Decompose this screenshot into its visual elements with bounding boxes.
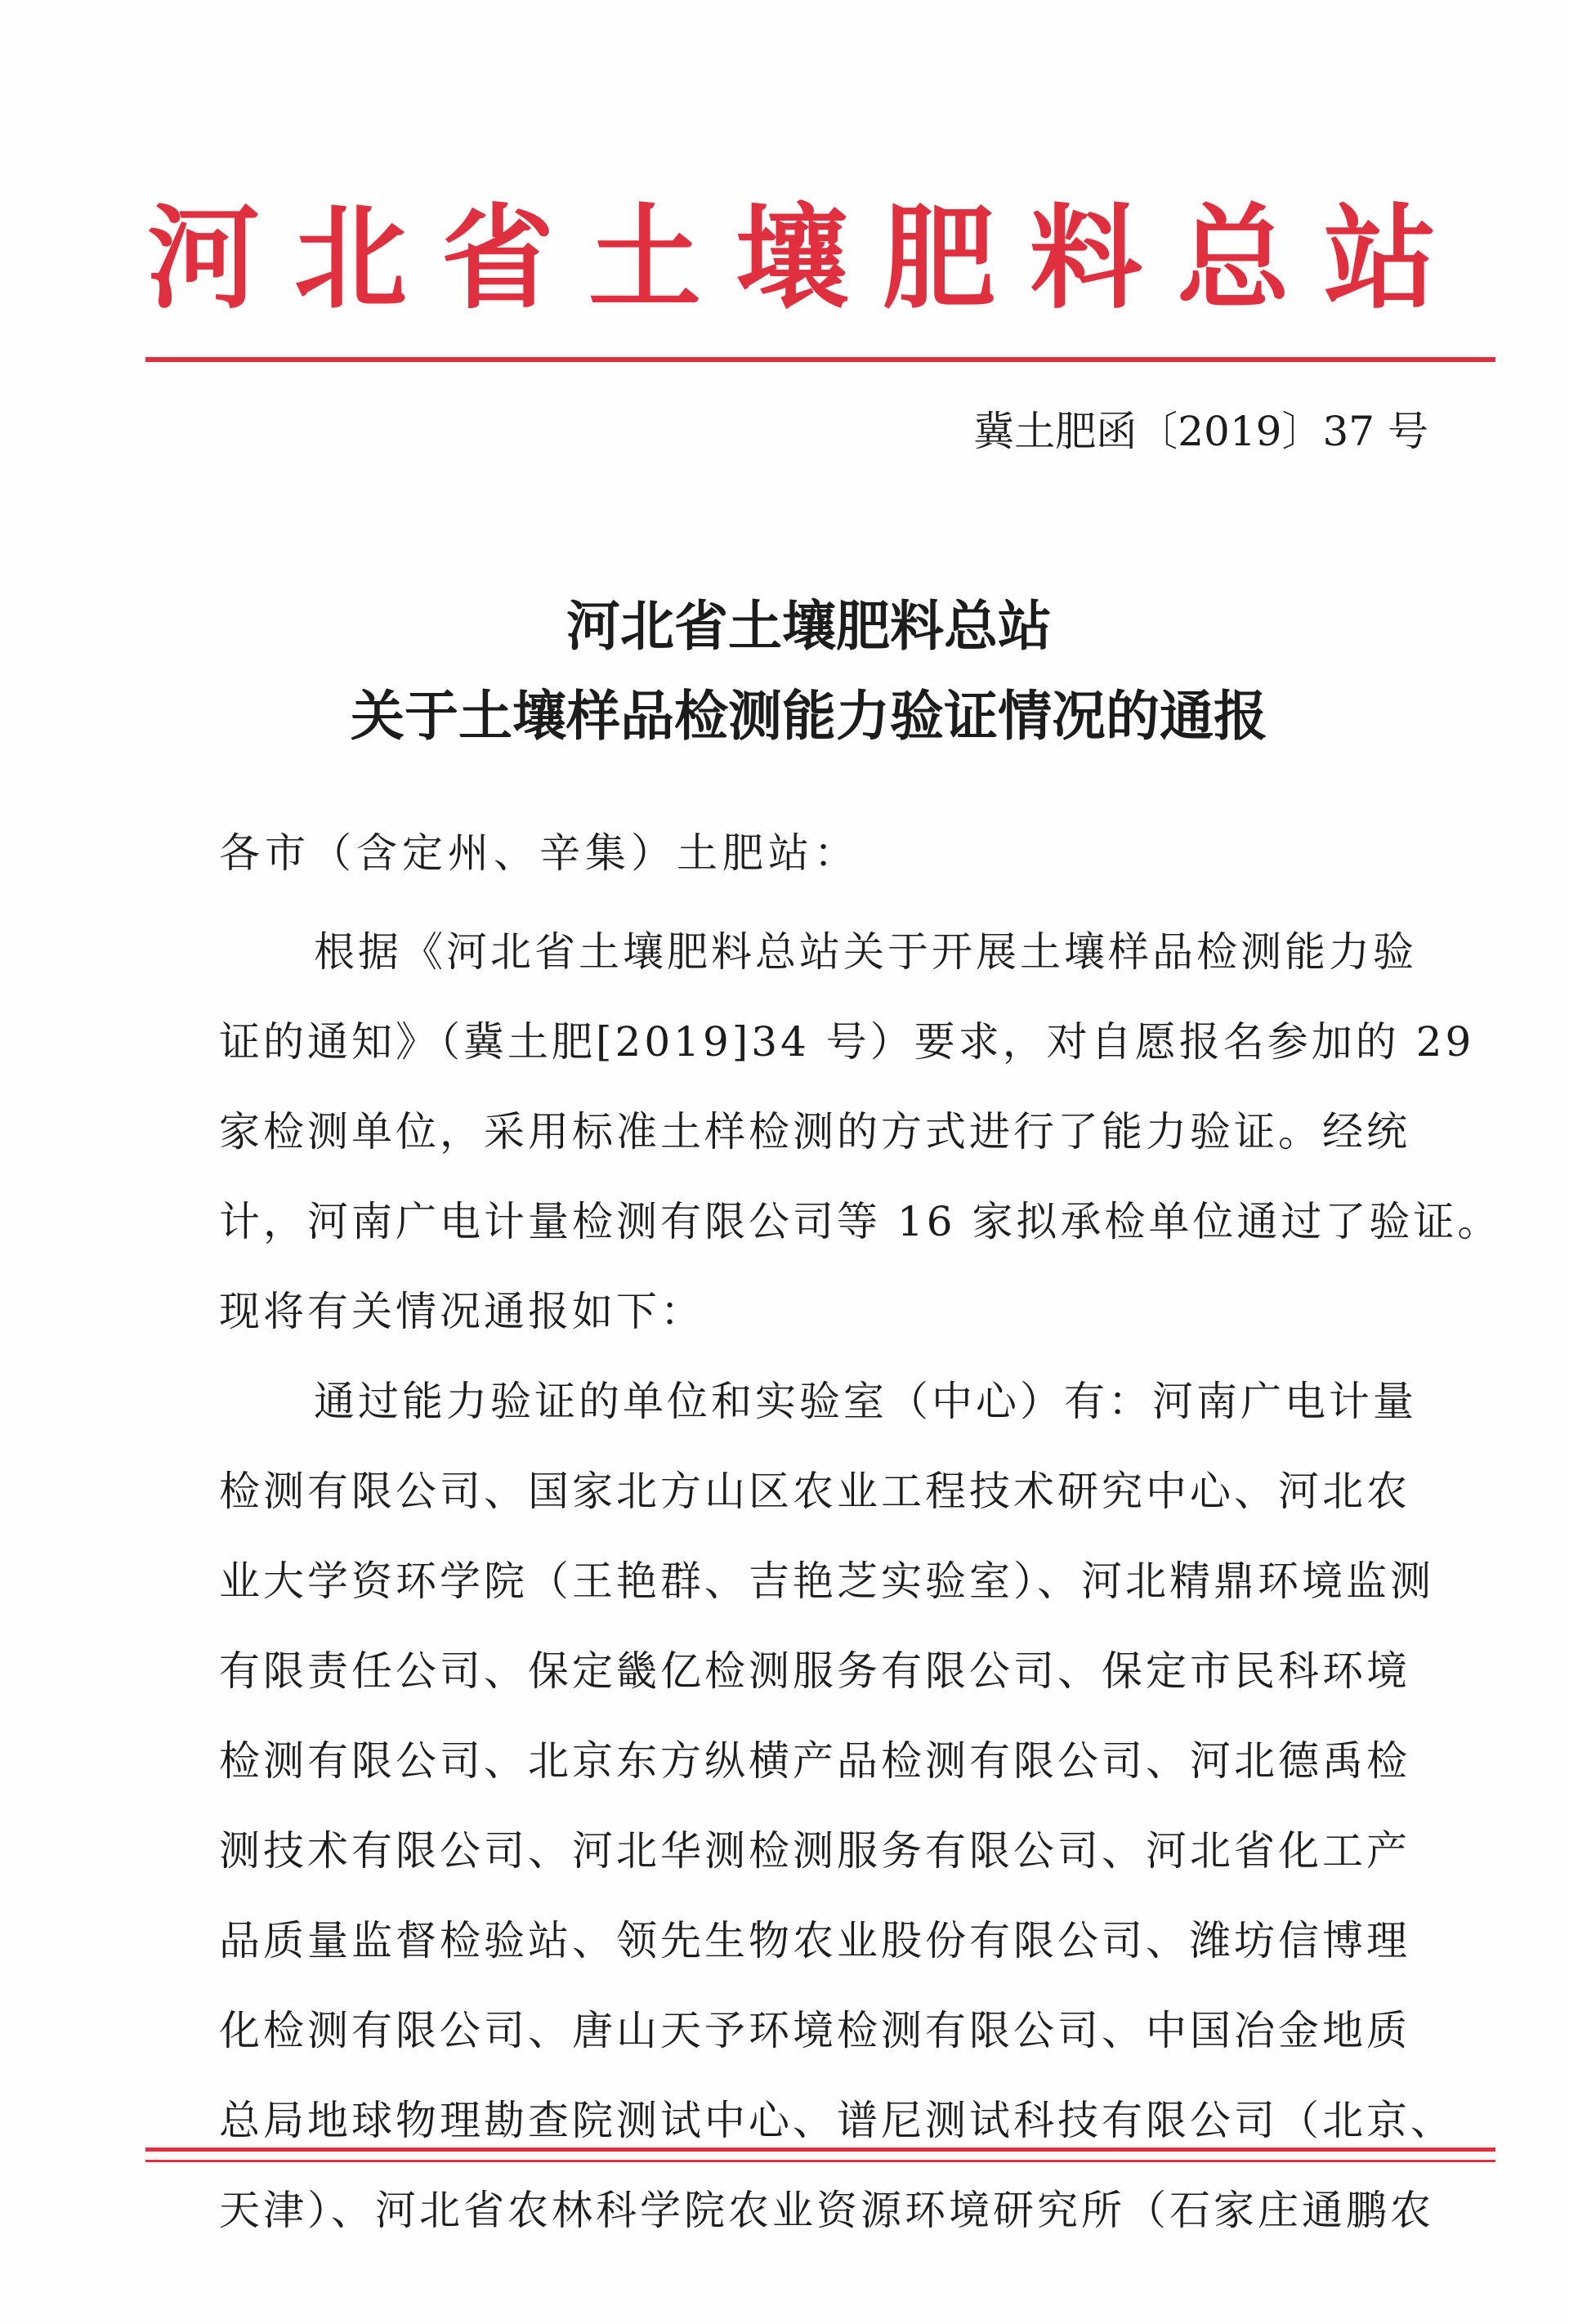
paragraph-line: 检测有限公司、北京东方纵横产品检测有限公司、河北德禹检 — [219, 1737, 1410, 1785]
paragraph-line: 计，河南广电计量检测有限公司等 16 家拟承检单位通过了验证。 — [219, 1198, 1502, 1245]
document-number: 冀土肥函〔2019〕37 号 — [973, 408, 1428, 455]
paragraph-line: 品质量监督检验站、领先生物农业股份有限公司、潍坊信博理 — [219, 1917, 1410, 1964]
paragraph-line: 通过能力验证的单位和实验室（中心）有：河南广电计量 — [314, 1378, 1417, 1425]
paragraph-line: 家检测单位，采用标准土样检测的方式进行了能力验证。经统 — [219, 1108, 1410, 1155]
paragraph-line: 根据《河北省土壤肥料总站关于开展土壤样品检测能力验 — [314, 928, 1417, 976]
paragraph-1 — [219, 907, 1502, 1356]
paragraph-line: 化检测有限公司、唐山天予环境检测有限公司、中国冶金地质 — [219, 2007, 1410, 2054]
paragraph-line: 天津）、河北省农林科学院农业资源环境研究所（石家庄通鹏农 — [219, 2187, 1434, 2234]
document-body — [219, 907, 1502, 2255]
document-title — [147, 582, 1471, 762]
paragraph-2 — [219, 1356, 1477, 2255]
paragraph-line: 检测有限公司、国家北方山区农业工程技术研究中心、河北农 — [219, 1468, 1410, 1515]
salutation: 各市（含定州、辛集）土肥站： — [219, 829, 860, 877]
paragraph-line: 业大学资环学院（王艳群、吉艳芝实验室）、河北精鼎环境监测 — [219, 1558, 1434, 1605]
letterhead-org-name: 河北省土壤肥料总站 — [147, 193, 1472, 324]
paragraph-line: 现将有关情况通报如下： — [219, 1288, 704, 1335]
paragraph-line: 测技术有限公司、河北华测检测服务有限公司、河北省化工产 — [219, 1827, 1410, 1875]
letterhead-red-rule — [145, 357, 1495, 362]
footer-red-rule-thick — [145, 2147, 1495, 2152]
title-line-2: 关于土壤样品检测能力验证情况的通报 — [351, 685, 1267, 748]
title-line-1: 河北省土壤肥料总站 — [566, 595, 1052, 658]
paragraph-line: 有限责任公司、保定畿亿检测服务有限公司、保定市民科环境 — [219, 1647, 1410, 1695]
paragraph-line: 证的通知》（冀土肥[2019]34 号）要求，对自愿报名参加的 29 — [219, 1018, 1475, 1066]
footer-red-rule-thin — [145, 2160, 1495, 2162]
paragraph-line: 总局地球物理勘查院测试中心、谱尼测试科技有限公司（北京、 — [219, 2097, 1455, 2144]
